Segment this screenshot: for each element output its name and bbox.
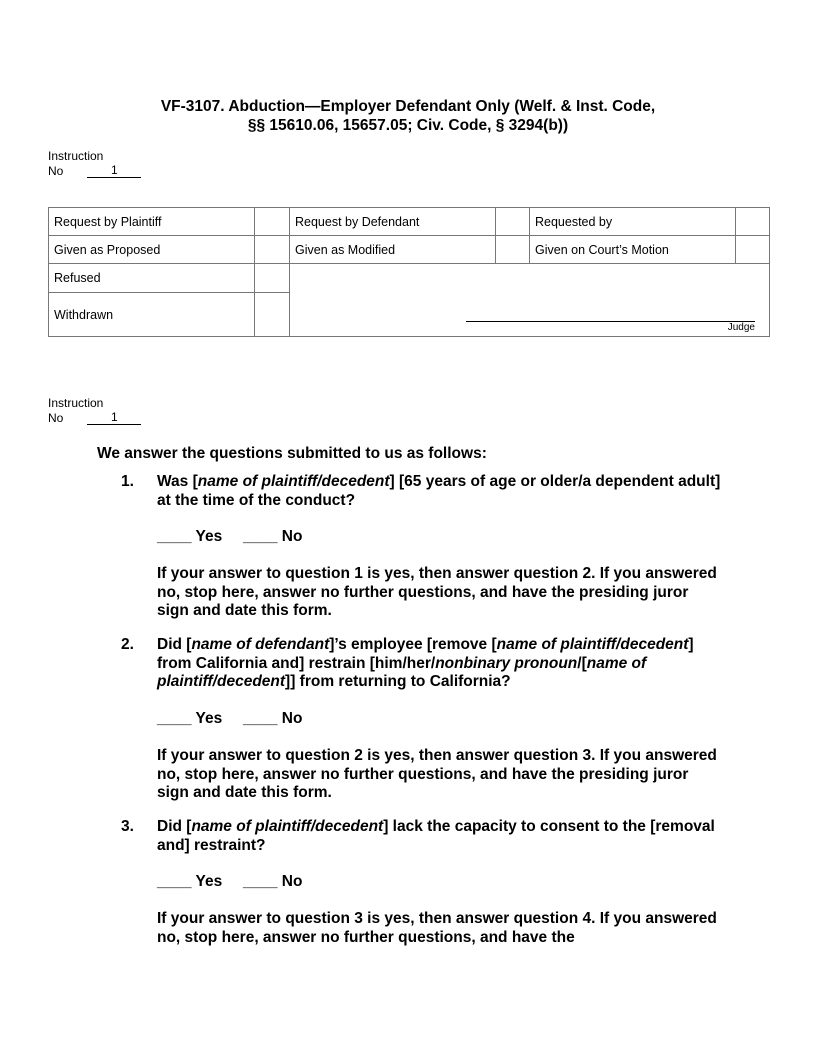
- question-3-answer: [157, 873, 302, 891]
- question-1-no[interactable]: ____ No: [243, 528, 303, 545]
- instruction-no-value[interactable]: 1: [87, 164, 141, 179]
- refused-checkbox[interactable]: [255, 264, 290, 293]
- withdrawn-label: Withdrawn: [49, 293, 255, 337]
- question-2: [121, 636, 721, 692]
- question-1: [121, 473, 721, 510]
- question-2-instruction: If your answer to question 2 is yes, then answer question 3. If you answered no, stop here, answer no further questions, and have the presiding juror sign and date this form.: [157, 747, 717, 801]
- judge-signature-area: [290, 264, 770, 337]
- question-2-number: 2.: [121, 636, 134, 653]
- form-title: [90, 97, 726, 135]
- requested-by-checkbox[interactable]: [736, 208, 770, 236]
- question-3-yes[interactable]: ____ Yes: [157, 873, 223, 890]
- refused-label: Refused: [49, 264, 255, 293]
- requested-by-label: Requested by: [530, 208, 736, 236]
- instruction-number-block: [48, 149, 141, 178]
- question-1-text: Was [name of plaintiff/decedent] [65 years of age or older/a dependent adult] at the time of the conduct?: [157, 473, 721, 509]
- instruction-no-label: No: [48, 163, 64, 178]
- question-1-instruction: If your answer to question 1 is yes, then answer question 2. If you answered no, stop here, answer no further questions, and have the presiding juror sign and date this form.: [157, 565, 717, 619]
- request-by-plaintiff-checkbox[interactable]: [255, 208, 290, 236]
- question-3-text: Did [name of plaintiff/decedent] lack the capacity to consent to the [removal and] restraint?: [157, 818, 715, 854]
- question-2-no[interactable]: ____ No: [243, 710, 303, 727]
- instruction-no-value-2[interactable]: 1: [87, 411, 141, 426]
- withdrawn-checkbox[interactable]: [255, 293, 290, 337]
- instruction-number-block-2: [48, 396, 141, 425]
- given-as-modified-checkbox[interactable]: [496, 236, 530, 264]
- form-title-line-2: §§ 15610.06, 15657.05; Civ. Code, § 3294(b)): [247, 117, 569, 134]
- request-by-defendant-label: Request by Defendant: [290, 208, 496, 236]
- judge-signature-line[interactable]: [466, 321, 755, 322]
- instruction-label-2: Instruction: [48, 396, 104, 410]
- question-1-yes[interactable]: ____ Yes: [157, 528, 223, 545]
- question-3: [121, 818, 721, 855]
- instruction-label: Instruction: [48, 149, 104, 163]
- form-title-line-1: VF-3107. Abduction—Employer Defendant Only (Welf. & Inst. Code,: [160, 98, 656, 115]
- given-as-proposed-checkbox[interactable]: [255, 236, 290, 264]
- given-on-courts-motion-label: Given on Court’s Motion: [530, 236, 736, 264]
- given-on-courts-motion-checkbox[interactable]: [736, 236, 770, 264]
- given-as-proposed-label: Given as Proposed: [49, 236, 255, 264]
- lead-text: We answer the questions submitted to us as follows:: [97, 445, 487, 462]
- given-as-modified-label: Given as Modified: [290, 236, 496, 264]
- request-status-table: [48, 207, 770, 337]
- instruction-no-label-2: No: [48, 410, 64, 425]
- question-3-no[interactable]: ____ No: [243, 873, 303, 890]
- question-3-instruction: If your answer to question 3 is yes, then answer question 4. If you answered no, stop here, answer no further questions, and have the: [157, 910, 717, 946]
- question-2-text: Did [name of defendant]’s employee [remove [name of plaintiff/decedent] from California and] restrain [him/her/nonbinary pronoun/[name of plaintiff/decedent]] from returning to California?: [157, 636, 694, 690]
- question-1-answer: [157, 528, 302, 546]
- request-by-plaintiff-label: Request by Plaintiff: [49, 208, 255, 236]
- question-1-number: 1.: [121, 473, 134, 490]
- request-by-defendant-checkbox[interactable]: [496, 208, 530, 236]
- question-3-number: 3.: [121, 818, 134, 835]
- judge-label: Judge: [727, 322, 755, 333]
- question-2-yes[interactable]: ____ Yes: [157, 710, 223, 727]
- question-2-answer: [157, 710, 302, 728]
